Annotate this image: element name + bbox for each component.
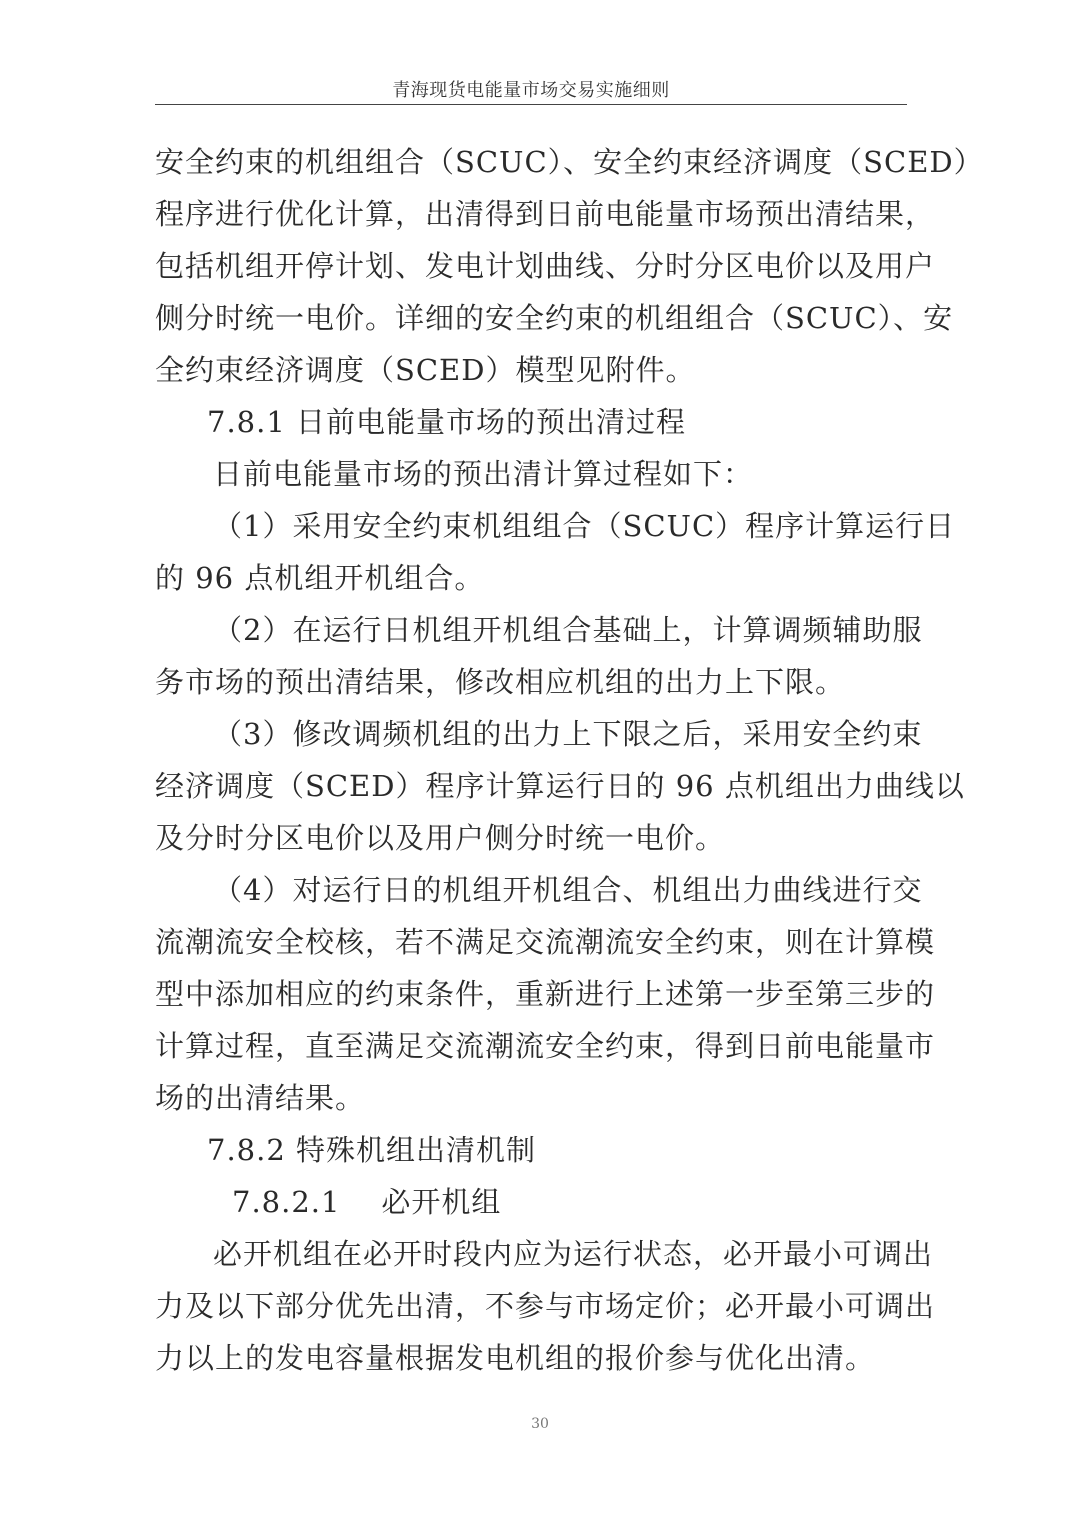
- header-divider: [155, 104, 907, 105]
- list-item-3-continuation: 经济调度（SCED）程序计算运行日的 96 点机组出力曲线以: [155, 769, 965, 803]
- paragraph-line: 安全约束的机组组合（SCUC）、安全约束经济调度（SCED）: [155, 145, 984, 179]
- list-item-1-continuation: 的 96 点机组开机组合。: [155, 561, 485, 595]
- list-item-3-continuation: 及分时分区电价以及用户侧分时统一电价。: [155, 821, 726, 855]
- list-item-1: （1）采用安全约束机组组合（SCUC）程序计算运行日: [213, 509, 956, 543]
- paragraph-line: 力及以下部分优先出清，不参与市场定价；必开最小可调出: [155, 1289, 936, 1323]
- list-item-4-continuation: 场的出清结果。: [155, 1081, 366, 1115]
- list-item-2: （2）在运行日机组开机组合基础上，计算调频辅助服: [213, 613, 923, 647]
- paragraph-line: 包括机组开停计划、发电计划曲线、分时分区电价以及用户: [155, 249, 936, 283]
- list-item-4-continuation: 计算过程，直至满足交流潮流安全约束，得到日前电能量市: [155, 1029, 936, 1063]
- paragraph-line: 全约束经济调度（SCED）模型见附件。: [155, 353, 696, 387]
- list-item-4: （4）对运行日的机组开机组合、机组出力曲线进行交: [213, 873, 923, 907]
- paragraph-line: 侧分时统一电价。详细的安全约束的机组组合（SCUC）、安: [155, 301, 954, 335]
- section-heading-7-8-2-1: 7.8.2.1 必开机组: [232, 1185, 502, 1219]
- list-item-4-continuation: 流潮流安全校核，若不满足交流潮流安全约束，则在计算模: [155, 925, 936, 959]
- document-body: [155, 136, 984, 1384]
- paragraph-line: 日前电能量市场的预出清计算过程如下：: [213, 457, 754, 491]
- paragraph-line: 力以上的发电容量根据发电机组的报价参与优化出清。: [155, 1341, 876, 1375]
- paragraph-line: 程序进行优化计算，出清得到日前电能量市场预出清结果，: [155, 197, 936, 231]
- list-item-4-continuation: 型中添加相应的约束条件，重新进行上述第一步至第三步的: [155, 977, 936, 1011]
- list-item-2-continuation: 务市场的预出清结果，修改相应机组的出力上下限。: [155, 665, 846, 699]
- list-item-3: （3）修改调频机组的出力上下限之后，采用安全约束: [213, 717, 923, 751]
- page-number: 30: [531, 1416, 549, 1432]
- paragraph-line: 必开机组在必开时段内应为运行状态，必开最小可调出: [213, 1237, 934, 1271]
- section-heading-7-8-1: 7.8.1 日前电能量市场的预出清过程: [207, 405, 687, 439]
- section-heading-7-8-2: 7.8.2 特殊机组出清机制: [207, 1133, 537, 1167]
- running-header: 青海现货电能量市场交易实施细则: [392, 80, 670, 101]
